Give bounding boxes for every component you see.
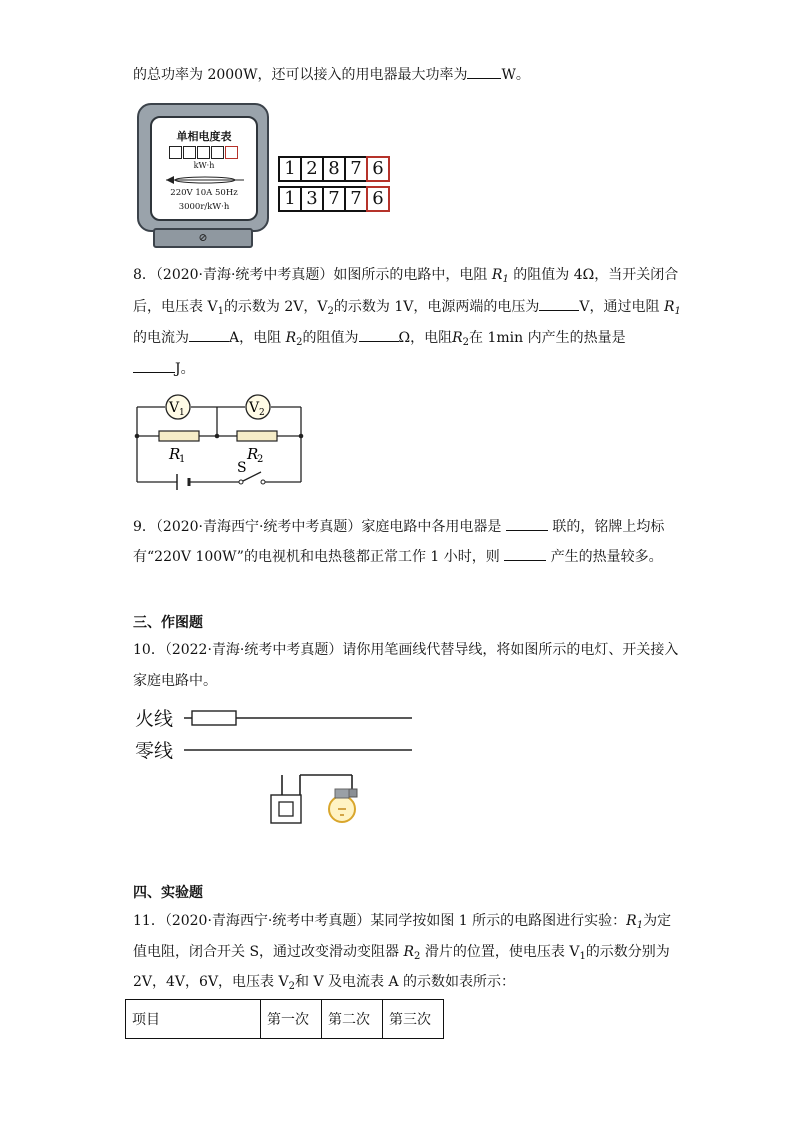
q11-line-1: 11．（2020·青海西宁·统考中考真题）某同学按如图 1 所示的电路图进行实验：$R_1$为定 [133, 913, 672, 931]
meter-dial-boxes [169, 146, 238, 159]
fuse-icon [192, 711, 236, 725]
q8-line-4: J。 [133, 358, 195, 379]
q9-line-2: 有“220V 100W”的电视机和电热毯都正常工作 1 小时，则 产生的热量较多。 [133, 546, 663, 567]
section-heading-experiment: 四、实验题 [133, 885, 203, 901]
answer-blank[interactable] [467, 64, 501, 79]
table-header-cell: 第二次 [322, 1000, 383, 1039]
answer-blank[interactable] [133, 358, 175, 373]
section-heading-drawing: 三、作图题 [133, 615, 203, 631]
svg-text:2: 2 [257, 454, 264, 465]
q10-line-2: 家庭电路中。 [133, 673, 217, 689]
answer-blank[interactable] [504, 546, 546, 561]
meter-disc-arrow-icon [164, 173, 246, 187]
switch-icon [261, 480, 265, 484]
svg-text:1: 1 [179, 454, 186, 465]
q7-tail-line: 的总功率为 2000W，还可以接入的用电器最大功率为 W。 [133, 64, 530, 85]
answer-blank[interactable] [189, 327, 229, 342]
table-header-cell: 第一次 [261, 1000, 322, 1039]
meter-rate: 3000r/kW·h [178, 202, 230, 212]
v2-label: V [249, 400, 260, 416]
table-header-cell: 第三次 [383, 1000, 444, 1039]
wall-switch-icon[interactable] [271, 795, 301, 823]
data-table [125, 999, 444, 1039]
q9-line-1: 9．（2020·青海西宁·统考中考真题）家庭电路中各用电器是 联的，铭牌上均标 [133, 516, 664, 537]
meter-foot-icon: ⊘ [198, 231, 208, 244]
q11-line-3: 2V，4V，6V，电压表 $V_2$和 V 及电流表 A 的示数如表所示： [133, 974, 516, 992]
r2-label: R [247, 445, 259, 463]
light-bulb-icon[interactable] [329, 789, 357, 822]
svg-text:2: 2 [259, 408, 265, 418]
resistor-r1-icon [159, 431, 199, 441]
live-wire-label: 火线 [135, 708, 174, 730]
neutral-wire-label: 零线 [135, 740, 174, 762]
q8-line-2: 后，电压表 $V_1$的示数为 2V，$V_2$的示数为 1V，电源两端的电压为 V，通过电阻 $R_1$ [133, 296, 681, 322]
table-header-cell: 项目 [126, 1000, 261, 1039]
q10-line-1: 10．（2022·青海·统考中考真题）请你用笔画线代替导线，将如图所示的电灯、开关接入 [133, 642, 679, 658]
meter-face [150, 116, 258, 221]
answer-blank[interactable] [539, 296, 579, 311]
q11-line-2: 值电阻，闭合开关 S，通过改变滑动变阻器 $R_2$ 滑片的位置，使电压表 $V_1$的示数分别为 [133, 944, 670, 962]
series-circuit-diagram [125, 390, 315, 500]
meter-reading-before: 1 2 8 7 6 [278, 156, 388, 182]
meter-reading-after: 1 3 7 7 6 [278, 186, 388, 212]
household-wiring-diagram [180, 705, 420, 835]
electric-meter-image [137, 103, 269, 232]
v1-label: V [169, 400, 180, 416]
resistor-r2-icon [237, 431, 277, 441]
q8-line-1: 8．（2020·青海·统考中考真题）如图所示的电路中，电阻 $R_1$ 的阻值为 4Ω，当开关闭合 [133, 267, 679, 285]
answer-blank[interactable] [506, 516, 548, 531]
r1-label: R [169, 445, 181, 463]
q8-line-3: 的电流为 A，电阻 $R_2$的阻值为 Ω，电阻$R_2$在 1min 内产生的热量是 [133, 327, 626, 353]
answer-blank[interactable] [359, 327, 399, 342]
switch-label: S [237, 460, 247, 476]
table-header-row [126, 1000, 444, 1039]
meter-spec: 220V 10A 50Hz [170, 188, 238, 198]
meter-title: 单相电度表 [176, 130, 232, 143]
meter-unit: kW·h [193, 161, 215, 170]
meter-base [153, 228, 253, 248]
svg-text:1: 1 [179, 408, 185, 418]
